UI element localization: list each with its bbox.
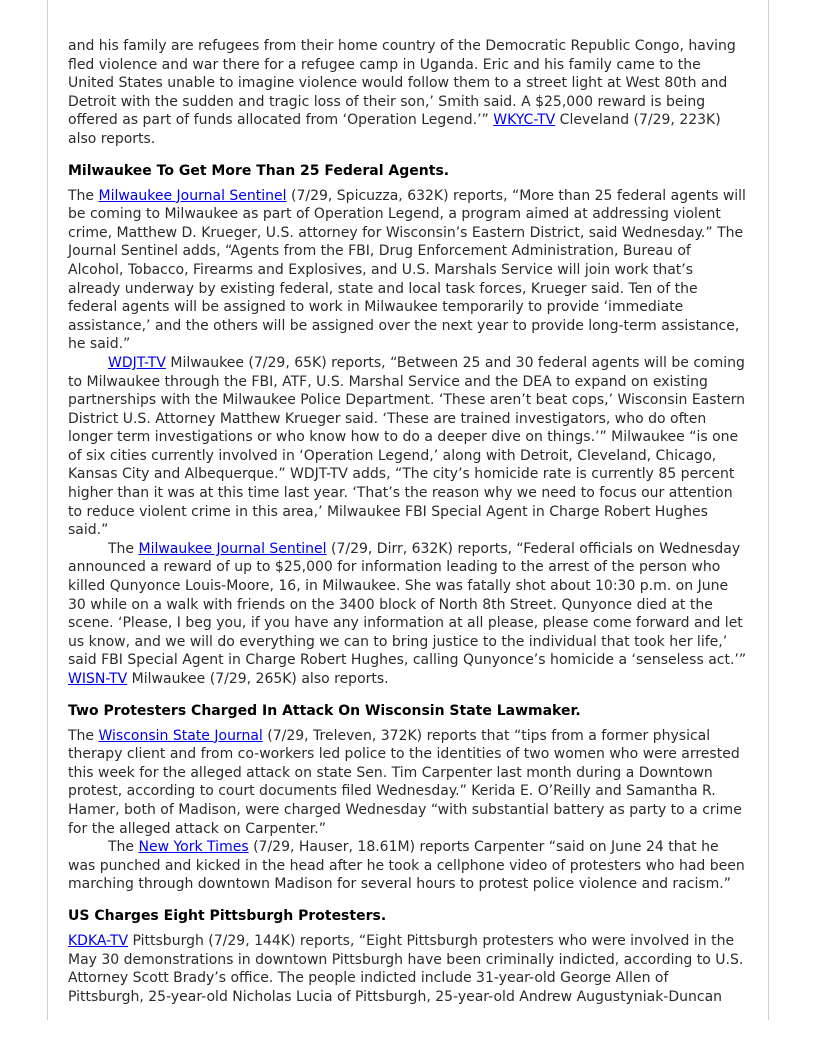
link-milwaukee-journal-sentinel[interactable]: Milwaukee Journal Sentinel [138, 540, 327, 557]
link-wkyc-tv[interactable]: WKYC-TV [493, 112, 556, 129]
link-milwaukee-journal-sentinel[interactable]: Milwaukee Journal Sentinel [98, 187, 287, 204]
link-kdka-tv[interactable]: KDKA-TV [68, 932, 129, 949]
paragraph: The Wisconsin State Journal (7/29, Treleven, 372K) reports that “tips from a former physical therapy client and from co-workers led police to the identities of two women who were arrested this week for the alleged attack on state Sen. Tim Carpenter last month during a Downtown protest, according to court documents filed Wednesday.” Kerida E. O’Reilly and Samantha R. Hamer, both of Madison, were charged Wednesday “with substantial battery as party to a crime for the alleged attack on Carpenter.” [68, 727, 742, 837]
link-wdjt-tv[interactable]: WDJT-TV [108, 354, 166, 371]
paragraph: WDJT-TV Milwaukee (7/29, 65K) reports, “Between 25 and 30 federal agents will be coming to Milwaukee through the FBI, ATF, U.S. Marshal Service and the DEA to expand on existing partnerships with the Milwaukee Police Department. ‘These aren’t beat cops,’ Wisconsin Eastern District U.S. Attorney Matthew Krueger said. ‘These are trained investigators, who do often longer term investigations or who know how to do a deeper dive on things.’” Milwaukee “is one of six cities currently involved in ‘Operation Legend,’ along with Detroit, Cleveland, Chicago, Kansas City and Albequerque.” WDJT-TV adds, “The city’s homicide rate is currently 85 percent higher than it was at this time last year. ‘That’s the reason why we need to focus our attention to reduce violent crime in this area,’ Milwaukee FBI Special Agent in Charge Robert Hughes said.” [68, 354, 746, 539]
article-heading-pittsburgh-protesters: US Charges Eight Pittsburgh Protesters. [68, 907, 387, 924]
link-wisconsin-state-journal[interactable]: Wisconsin State Journal [98, 727, 263, 744]
document-body [68, 37, 748, 1006]
article-heading-milwaukee-agents: Milwaukee To Get More Than 25 Federal Agents. [68, 162, 450, 179]
paragraph: The New York Times (7/29, Hauser, 18.61M) reports Carpenter “said on June 24 that he was punched and kicked in the head after he took a cellphone video of protesters who had been marching through downtown Madison for several hours to protest police violence and racism.” [68, 839, 745, 893]
paragraph: The Milwaukee Journal Sentinel (7/29, Spicuzza, 632K) reports, “More than 25 federal agents will be coming to Milwaukee as part of Operation Legend, a program aimed at addressing violent crime, Matthew D. Krueger, U.S. attorney for Wisconsin’s Eastern District, said Wednesday.” The Journal Sentinel adds, “Agents from the FBI, Drug Enforcement Administration, Bureau of Alcohol, Tobacco, Firearms and Explosives, and U.S. Marshals Service will join work that’s already underway by existing federal, state and local task forces, Krueger said. Ten of the federal agents will be assigned to work in Milwaukee temporarily to provide ‘immediate assistance,’ and the others will be assigned over the next year to provide long-term assistance, he said.” [68, 187, 746, 353]
link-wisn-tv[interactable]: WISN-TV [68, 671, 128, 687]
paragraph-continued: and his family are refugees from their home country of the Democratic Republic Congo, having fled violence and war there for a refugee camp in Uganda. Eric and his family came to the United States unable to imagine violence would follow them to a street light at West 80th and Detroit with the sudden and tragic loss of their son,’ Smith said. A $25,000 reward is being offered as part of funds allocated from ‘Operation Legend.’” WKYC-TV Cleveland (7/29, 223K) also reports. [68, 38, 736, 147]
paragraph: The Milwaukee Journal Sentinel (7/29, Dirr, 632K) reports, “Federal officials on Wednesday announced a reward of up to $25,000 for information leading to the arrest of the person who killed Qunyonce Louis-Moore, 16, in Milwaukee. She was fatally shot about 10:30 p.m. on June 30 while on a walk with friends on the 3400 block of North 8th Street. Qunyonce died at the scene. ‘Please, I beg you, if you have any information at all please, please come forward and let us know, and we will do everything we can to bring justice to the individual that took her life,’ said FBI Special Agent in Charge Robert Hughes, calling Qunyonce’s homicide a ‘senseless act.’” WISN-TV Milwaukee (7/29, 265K) also reports. [68, 540, 747, 687]
article-heading-protesters-charged: Two Protesters Charged In Attack On Wisconsin State Lawmaker. [68, 702, 581, 719]
paragraph: KDKA-TV Pittsburgh (7/29, 144K) reports, “Eight Pittsburgh protesters who were involved in the May 30 demonstrations in downtown Pittsburgh have been criminally indicted, according to U.S. Attorney Scott Brady’s office. The people indicted include 31-year-old George Allen of Pittsburgh, 25-year-old Nicholas Lucia of Pittsburgh, 25-year-old Andrew Augustyniak-Duncan [68, 932, 744, 1005]
link-new-york-times[interactable]: New York Times [138, 839, 249, 856]
